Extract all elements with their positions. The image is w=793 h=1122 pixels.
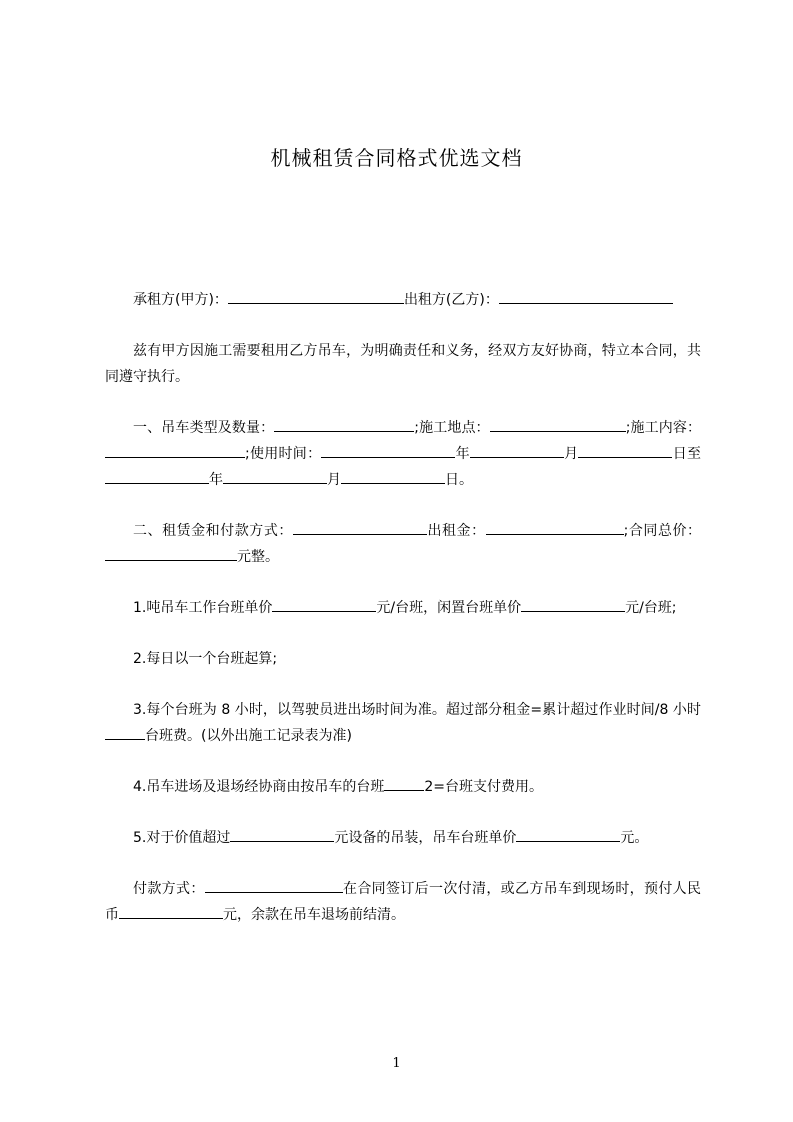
item-4-prefix: 4.吊车进场及退场经协商由按吊车的台班: [133, 779, 385, 795]
work-price-blank: [272, 596, 376, 612]
rent-blank: [486, 519, 624, 535]
item-5-suffix: 元。: [620, 830, 649, 846]
item-5-paragraph: [105, 825, 701, 851]
month-label-1: 月: [563, 446, 579, 462]
time-year-blank: [321, 442, 455, 458]
content-blank: [105, 442, 245, 458]
time-day-blank: [578, 442, 672, 458]
section-two-paragraph: [105, 518, 701, 570]
time-label: ;使用时间：: [245, 446, 322, 462]
lessor-blank: [499, 288, 673, 304]
item-3-paragraph: [105, 697, 701, 749]
overtime-blank: [105, 724, 145, 740]
item-4-suffix: 2=台班支付费用。: [424, 779, 543, 795]
entry-exit-blank: [384, 775, 424, 791]
end-year-blank: [105, 468, 209, 484]
item-1-paragraph: [105, 595, 701, 621]
parties-paragraph: [105, 287, 701, 313]
section-one-paragraph: [105, 415, 701, 493]
year-label-1: 年: [455, 446, 470, 462]
item-2-paragraph: 2.每日以一个台班起算;: [133, 651, 278, 667]
time-month-blank: [470, 442, 564, 458]
content-label: ;施工内容：: [625, 420, 702, 436]
month-label-2: 月: [327, 472, 341, 488]
contract-body: [105, 287, 701, 953]
payment-label: 付款方式：: [133, 881, 205, 897]
idle-price-blank: [521, 596, 625, 612]
item-5-mid: 元设备的吊装，吊车台班单价: [334, 830, 517, 846]
total-blank: [105, 545, 237, 561]
type-quantity-label: 一、吊车类型及数量：: [133, 420, 275, 436]
item-1-suffix: 元/台班;: [625, 600, 677, 616]
item-5-prefix: 5.对于价值超过: [133, 830, 231, 846]
payment-mid: 在合同签订后一次付清，或乙方吊车到现场时，预付人民币: [105, 881, 702, 923]
crane-price-blank: [516, 826, 620, 842]
intro-paragraph: 兹有甲方因施工需要租用乙方吊车，为明确责任和义务，经双方友好协商，特立本合同，共同遵守执行。: [105, 343, 701, 385]
rent-label: 出租金：: [426, 523, 486, 539]
equipment-value-blank: [230, 826, 334, 842]
lessor-label: 出租方(乙方)：: [403, 292, 499, 308]
item-1-prefix: 1.吨吊车工作台班单价: [133, 600, 273, 616]
end-month-blank: [223, 468, 327, 484]
item-3-prefix: 3.每个台班为 8 小时，以驾驶员进出场时间为准。超过部分租金=累计超过作业时间/8 小时: [133, 702, 701, 718]
location-blank: [490, 416, 626, 432]
total-yuan-label: 元整。: [237, 549, 279, 565]
prepay-blank: [119, 903, 223, 919]
payment-method-blank: [205, 877, 343, 893]
item-3-suffix: 台班费。(以外出施工记录表为准): [145, 728, 352, 744]
document-title: 机械租赁合同格式优选文档: [270, 146, 523, 170]
payment-suffix: 元，余款在吊车退场前结清。: [223, 907, 405, 923]
year-label-2: 年: [209, 472, 223, 488]
lease-payment-label: 二、租赁金和付款方式：: [133, 523, 293, 539]
item-1-mid: 元/台班，闲置台班单价: [376, 600, 522, 616]
item-4-paragraph: [105, 774, 701, 800]
lessee-label: 承租方(甲方)：: [133, 292, 228, 308]
day-end-label: 日。: [445, 472, 473, 488]
total-label: ;合同总价：: [623, 523, 702, 539]
day-to-label: 日至: [672, 446, 701, 462]
end-day-blank: [341, 468, 445, 484]
page-number: 1: [392, 1056, 401, 1071]
payment-paragraph: [105, 876, 701, 928]
lease-payment-blank: [293, 519, 427, 535]
location-label: ;施工地点：: [414, 420, 490, 436]
lessee-blank: [228, 288, 404, 304]
type-quantity-blank: [274, 416, 414, 432]
